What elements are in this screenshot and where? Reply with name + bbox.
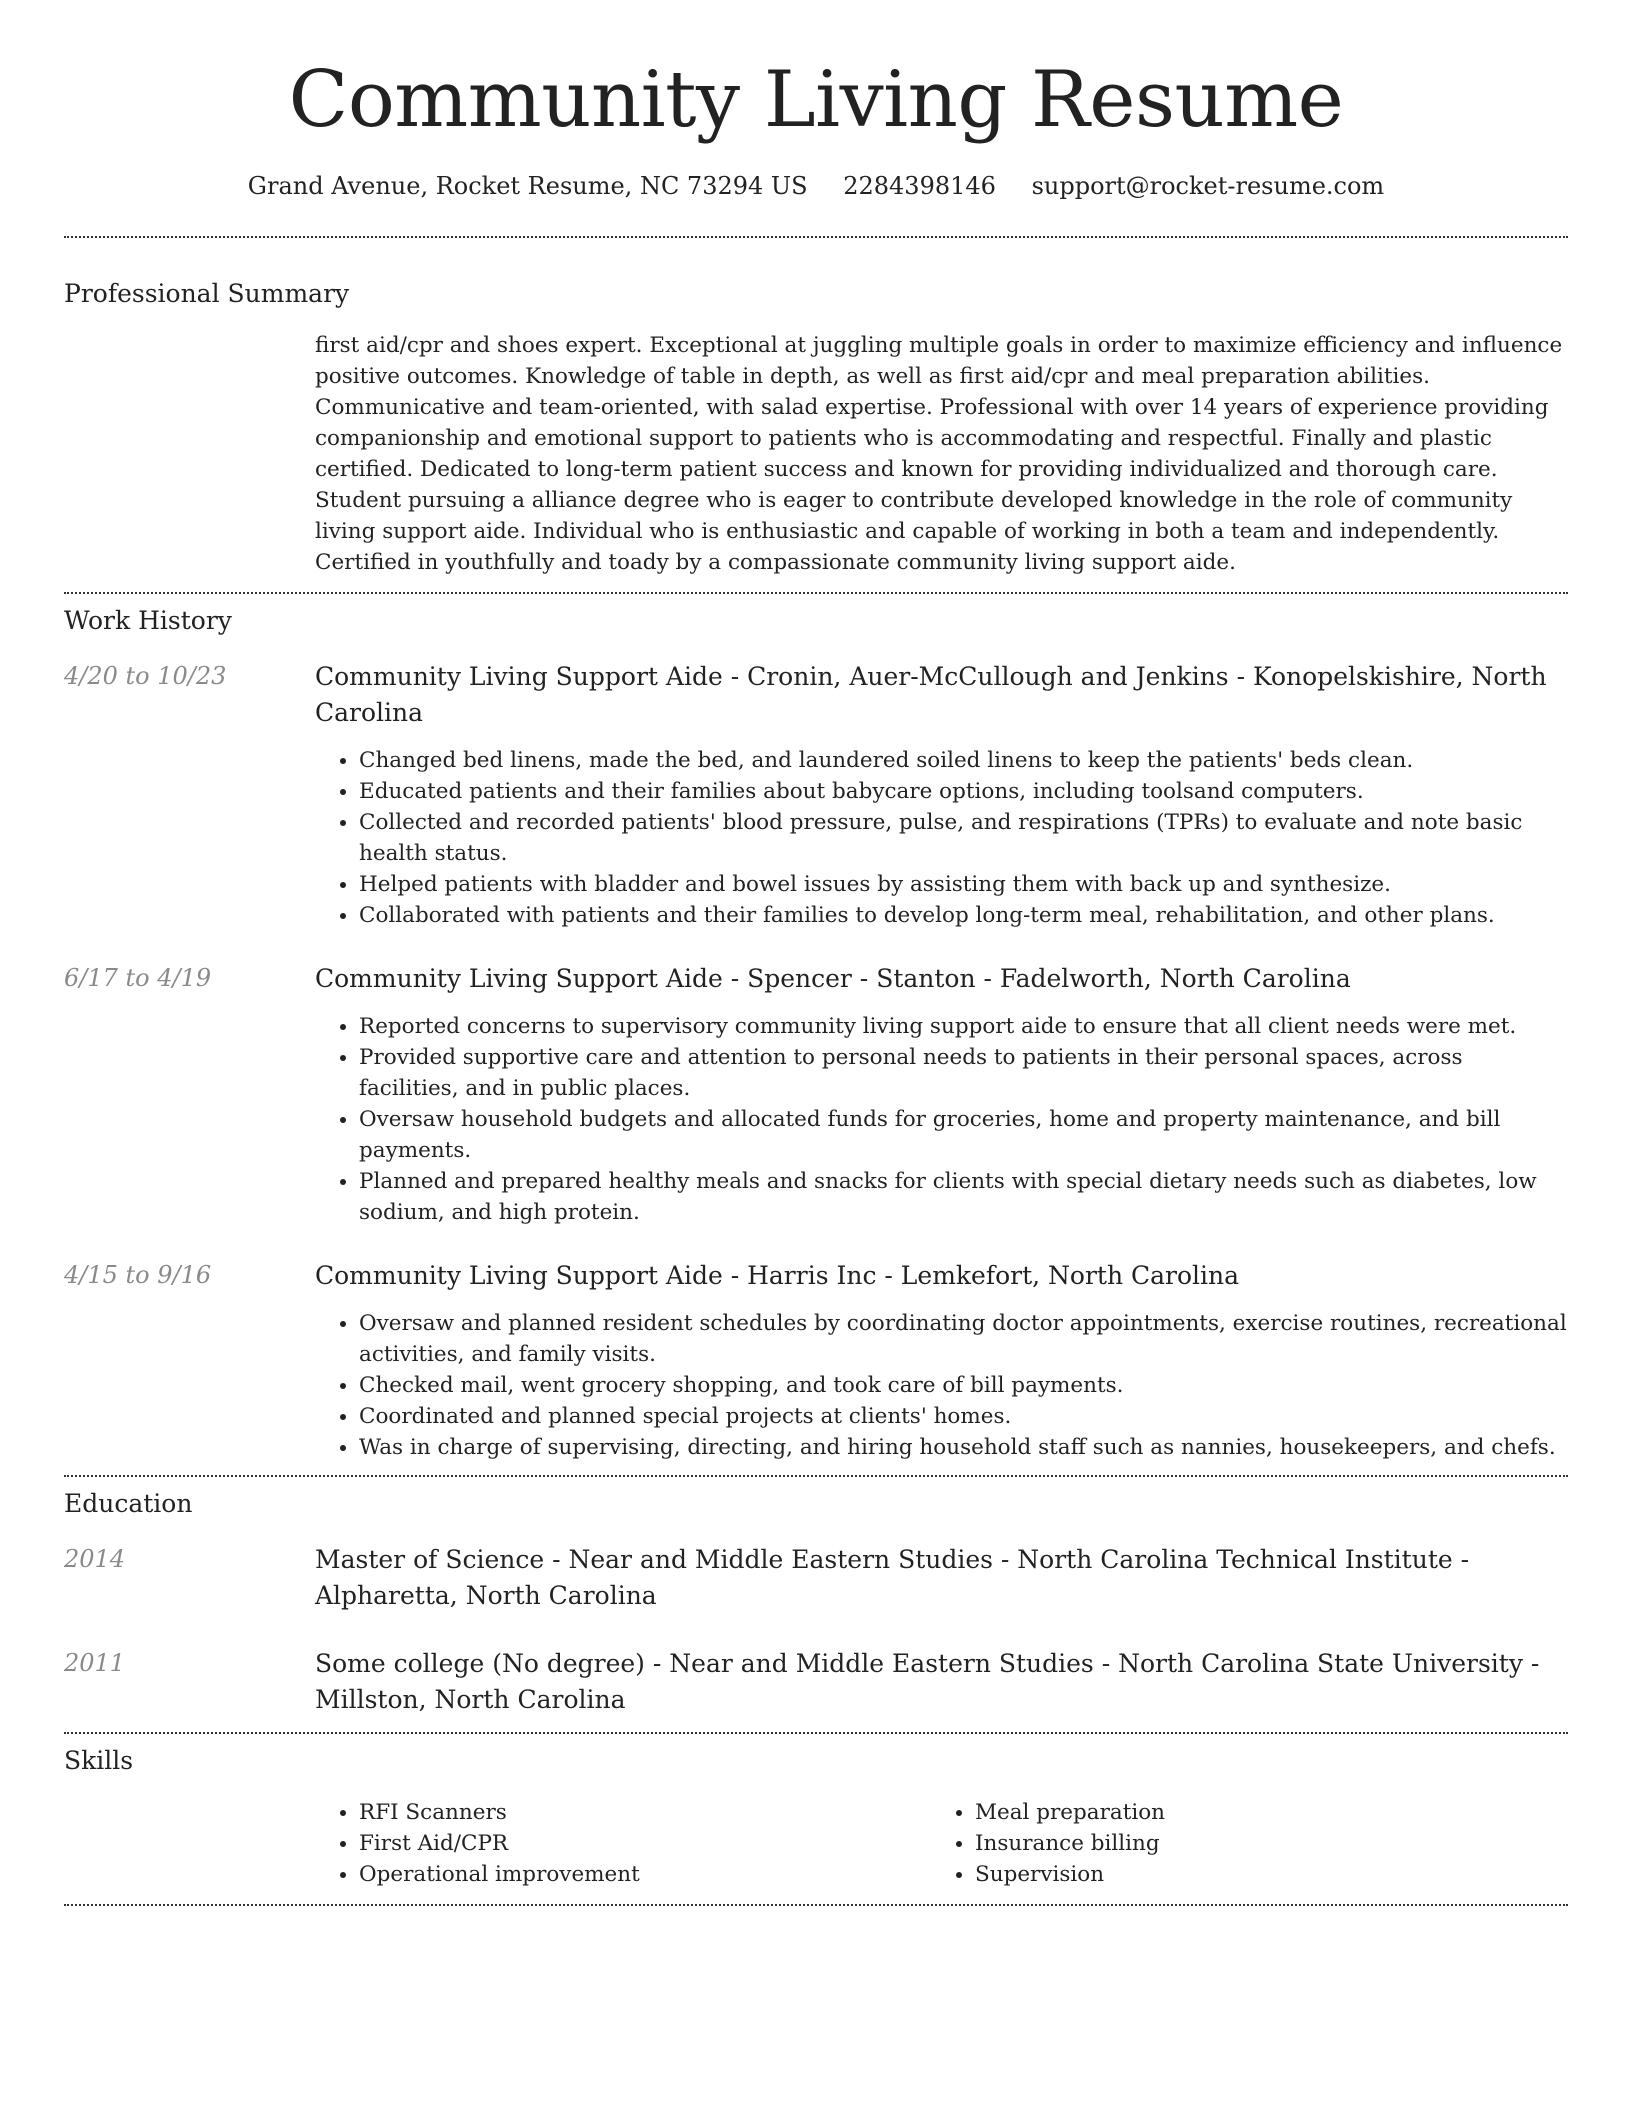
section-title-education: Education	[64, 1489, 193, 1518]
contact-email: support@rocket-resume.com	[1031, 172, 1385, 200]
skills-grid	[315, 1797, 1568, 1890]
education-heading: Some college (No degree) - Near and Middle Eastern Studies - North Carolina State University - Millston, North Carolina	[315, 1649, 1540, 1714]
job-bullets	[315, 1308, 1568, 1463]
job-dates: 4/20 to 10/23	[64, 662, 227, 690]
section-title-work: Work History	[64, 606, 232, 635]
divider	[64, 1475, 1568, 1477]
skill-item: • Supervision	[975, 1859, 1547, 1890]
divider	[64, 1732, 1568, 1734]
job-bullets	[315, 1011, 1568, 1228]
job-dates: 4/15 to 9/16	[64, 1261, 212, 1289]
summary-section	[64, 278, 1568, 578]
divider	[64, 1904, 1568, 1906]
job-heading: Community Living Support Aide - Cronin, Auer-McCullough and Jenkins - Konopelskishire, North Carolina	[315, 662, 1547, 727]
skill-item: • RFI Scanners	[359, 1797, 931, 1828]
skill-item: • Insurance billing	[975, 1828, 1547, 1859]
skills-list-left	[315, 1797, 931, 1890]
list-item: • Provided supportive care and attention to personal needs to patients in their personal spaces, across facilities, and in public places.	[359, 1042, 1568, 1104]
work-section	[64, 605, 1568, 1463]
list-item: • Collaborated with patients and their families to develop long-term meal, rehabilitation, and other plans.	[359, 900, 1568, 931]
list-item: • Coordinated and planned special projects at clients' homes.	[359, 1401, 1568, 1432]
skill-item: • Operational improvement	[359, 1859, 931, 1890]
education-year: 2011	[64, 1649, 126, 1677]
resume-name: Community Living Resume	[288, 55, 1344, 145]
skills-section	[64, 1745, 1568, 1890]
list-item: • Collected and recorded patients' blood pressure, pulse, and respirations (TPRs) to evaluate and note basic health status.	[359, 807, 1568, 869]
education-entry	[64, 1542, 1568, 1614]
list-item: • Helped patients with bladder and bowel issues by assisting them with back up and synthesize.	[359, 869, 1568, 900]
list-item: • Reported concerns to supervisory community living support aide to ensure that all client needs were met.	[359, 1011, 1568, 1042]
contact-phone: 2284398146	[843, 172, 996, 200]
list-item: • Checked mail, went grocery shopping, and took care of bill payments.	[359, 1370, 1568, 1401]
divider	[64, 592, 1568, 594]
job-dates: 6/17 to 4/19	[64, 964, 212, 992]
skill-item: • Meal preparation	[975, 1797, 1547, 1828]
contact-address: Grand Avenue, Rocket Resume, NC 73294 US	[247, 172, 808, 200]
summary-text: first aid/cpr and shoes expert. Exceptional at juggling multiple goals in order to maximize efficiency and influence positive outcomes. Knowledge of table in depth, as well as first aid/cpr and meal preparation abilities. Communicative and team-oriented, with salad expertise. Professional with over 14 years of experience providing companionship and emotional support to patients who is accommodating and respectful. Finally and plastic certified. Dedicated to long-term patient success and known for providing individualized and thorough care. Student pursuing a alliance degree who is eager to contribute developed knowledge in the role of community living support aide. Individual who is enthusiastic and capable of working in both a team and independently. Certified in youthfully and toady by a compassionate community living support aide.	[315, 333, 1563, 575]
contact-line	[64, 170, 1568, 202]
skill-item: • First Aid/CPR	[359, 1828, 931, 1859]
education-year: 2014	[64, 1545, 126, 1573]
education-heading: Master of Science - Near and Middle Eastern Studies - North Carolina Technical Institute - Alpharetta, North Carolina	[315, 1545, 1470, 1610]
list-item: • Educated patients and their families about babycare options, including toolsand computers.	[359, 776, 1568, 807]
resume-header	[64, 0, 1568, 202]
list-item: • Planned and prepared healthy meals and snacks for clients with special dietary needs such as diabetes, low sodium, and high protein.	[359, 1166, 1568, 1228]
section-title-summary: Professional Summary	[64, 279, 350, 308]
section-title-skills: Skills	[64, 1746, 134, 1775]
list-item: • Oversaw household budgets and allocated funds for groceries, home and property maintenance, and bill payments.	[359, 1104, 1568, 1166]
job-entry	[64, 659, 1568, 931]
list-item: • Was in charge of supervising, directing, and hiring household staff such as nannies, housekeepers, and chefs.	[359, 1432, 1568, 1463]
divider	[64, 236, 1568, 238]
job-heading: Community Living Support Aide - Harris Inc - Lemkefort, North Carolina	[315, 1261, 1240, 1290]
job-entry	[64, 1258, 1568, 1463]
education-entry	[64, 1646, 1568, 1718]
job-bullets	[315, 745, 1568, 931]
skills-list-right	[931, 1797, 1547, 1890]
education-section	[64, 1488, 1568, 1718]
list-item: • Oversaw and planned resident schedules by coordinating doctor appointments, exercise routines, recreational activities, and family visits.	[359, 1308, 1568, 1370]
job-entry	[64, 961, 1568, 1228]
job-heading: Community Living Support Aide - Spencer - Stanton - Fadelworth, North Carolina	[315, 964, 1351, 993]
list-item: • Changed bed linens, made the bed, and laundered soiled linens to keep the patients' beds clean.	[359, 745, 1568, 776]
